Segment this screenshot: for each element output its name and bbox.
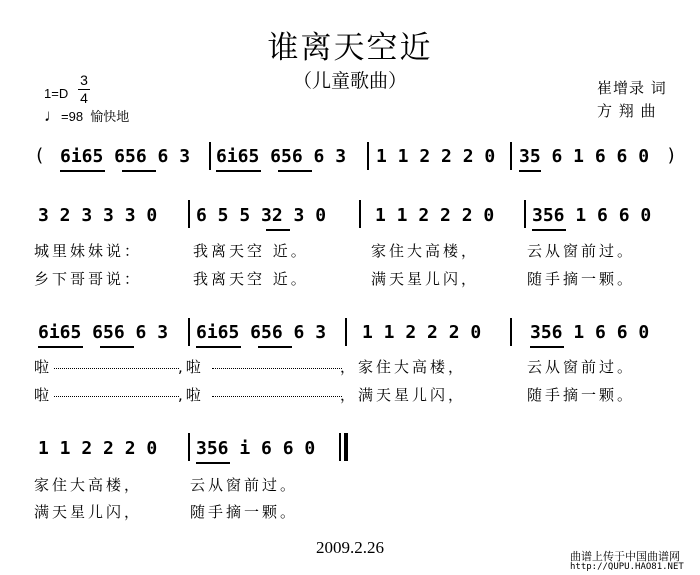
lyric-line-1: 云从窗前过。 — [527, 242, 636, 260]
measure-1-notes: 6i65 656 6 3 — [38, 322, 169, 343]
lyric-line-2: 满天星儿闪， — [34, 503, 143, 521]
beam — [278, 170, 312, 172]
measure-3-notes: 1 1 2 2 2 0 — [362, 322, 482, 343]
lyricist-credit: 崔增录 词 — [597, 79, 667, 97]
lyric-line-1: ，家住大高楼， — [340, 358, 467, 376]
lyric-line-2: ,啦 — [178, 386, 204, 404]
lyric-line-2: 随手摘一颗。 — [190, 503, 299, 521]
beam — [100, 346, 134, 348]
measure-1-notes: 6i65 656 6 3 — [60, 146, 191, 167]
source-url[interactable]: http://QUPU.HAO81.NET — [570, 562, 684, 572]
barline — [359, 200, 361, 228]
time-signature-top: 3 — [80, 72, 88, 88]
lyric-line-1: 家住大高楼， — [34, 476, 143, 494]
measure-4-notes: 356 1 6 6 0 — [530, 322, 650, 343]
quarter-note-icon: ♩ — [44, 106, 61, 125]
final-barline-thin — [339, 433, 341, 461]
measure-3-notes: 1 1 2 2 2 0 — [375, 205, 495, 226]
final-barline-thick — [344, 433, 348, 461]
lyric-line-2: 随手摘一颗。 — [527, 270, 636, 288]
beam — [532, 229, 566, 231]
barline — [524, 200, 526, 228]
lyric-line-2: ，满天星儿闪， — [340, 386, 467, 404]
measure-4-notes: 35 6 1 6 6 0 — [519, 146, 650, 167]
time-signature-bottom: 4 — [80, 90, 88, 106]
barline — [188, 318, 190, 346]
source-watermark: 曲谱上传于中国曲谱网 — [570, 550, 680, 563]
beam — [122, 170, 156, 172]
melisma-line — [54, 396, 179, 397]
measure-4-notes: 356 1 6 6 0 — [532, 205, 652, 226]
beam — [196, 346, 241, 348]
lyric-line-1: 城里妹妹说： — [34, 242, 143, 260]
measure-1-notes: 3 2 3 3 3 0 — [38, 205, 158, 226]
lyric-line-2: 满天星儿闪， — [371, 270, 480, 288]
beam — [258, 346, 292, 348]
barline — [188, 433, 190, 461]
tempo-value: =98 — [61, 109, 84, 124]
melisma-line — [54, 368, 179, 369]
beam — [519, 170, 541, 172]
composition-date: 2009.2.26 — [316, 538, 384, 557]
lyric-line-1: 云从窗前过。 — [527, 358, 636, 376]
barline — [510, 142, 512, 170]
lyric-line-1: ,啦 — [178, 358, 204, 376]
open-paren: ( — [34, 145, 45, 166]
beam — [266, 229, 290, 231]
song-title: 谁离天空近 — [267, 30, 433, 66]
beam — [38, 346, 83, 348]
melisma-line — [212, 396, 342, 397]
barline — [209, 142, 211, 170]
tempo-marking — [44, 106, 129, 126]
lyric-line-2: 啦 — [34, 386, 53, 404]
lyric-line-2: 乡下哥哥说： — [34, 270, 143, 288]
measure-2-notes: 356 i 6 6 0 — [196, 438, 316, 459]
beam — [60, 170, 105, 172]
lyric-line-1: 云从窗前过。 — [190, 476, 299, 494]
lyric-line-1: 啦 — [34, 358, 53, 376]
time-signature — [78, 73, 90, 106]
expression-marking: 愉快地 — [90, 109, 130, 124]
barline — [345, 318, 347, 346]
song-subtitle: （儿童歌曲） — [292, 70, 407, 92]
beam — [530, 346, 564, 348]
lyric-line-1: 家住大高楼， — [371, 242, 480, 260]
melisma-line — [212, 368, 342, 369]
composer-credit: 方 翔 曲 — [597, 102, 657, 120]
barline — [367, 142, 369, 170]
close-paren: ) — [666, 145, 677, 166]
lyric-line-1: 我离天空 近。 — [193, 242, 309, 260]
beam — [196, 462, 230, 464]
beam — [216, 170, 261, 172]
measure-2-notes: 6i65 656 6 3 — [196, 322, 327, 343]
measure-3-notes: 1 1 2 2 2 0 — [376, 146, 496, 167]
measure-2-notes: 6i65 656 6 3 — [216, 146, 347, 167]
measure-2-notes: 6 5 5 32 3 0 — [196, 205, 327, 226]
lyric-line-2: 随手摘一颗。 — [527, 386, 636, 404]
lyric-line-2: 我离天空 近。 — [193, 270, 309, 288]
key-signature: 1=D — [44, 86, 69, 101]
barline — [188, 200, 190, 228]
measure-1-notes: 1 1 2 2 2 0 — [38, 438, 158, 459]
barline — [510, 318, 512, 346]
